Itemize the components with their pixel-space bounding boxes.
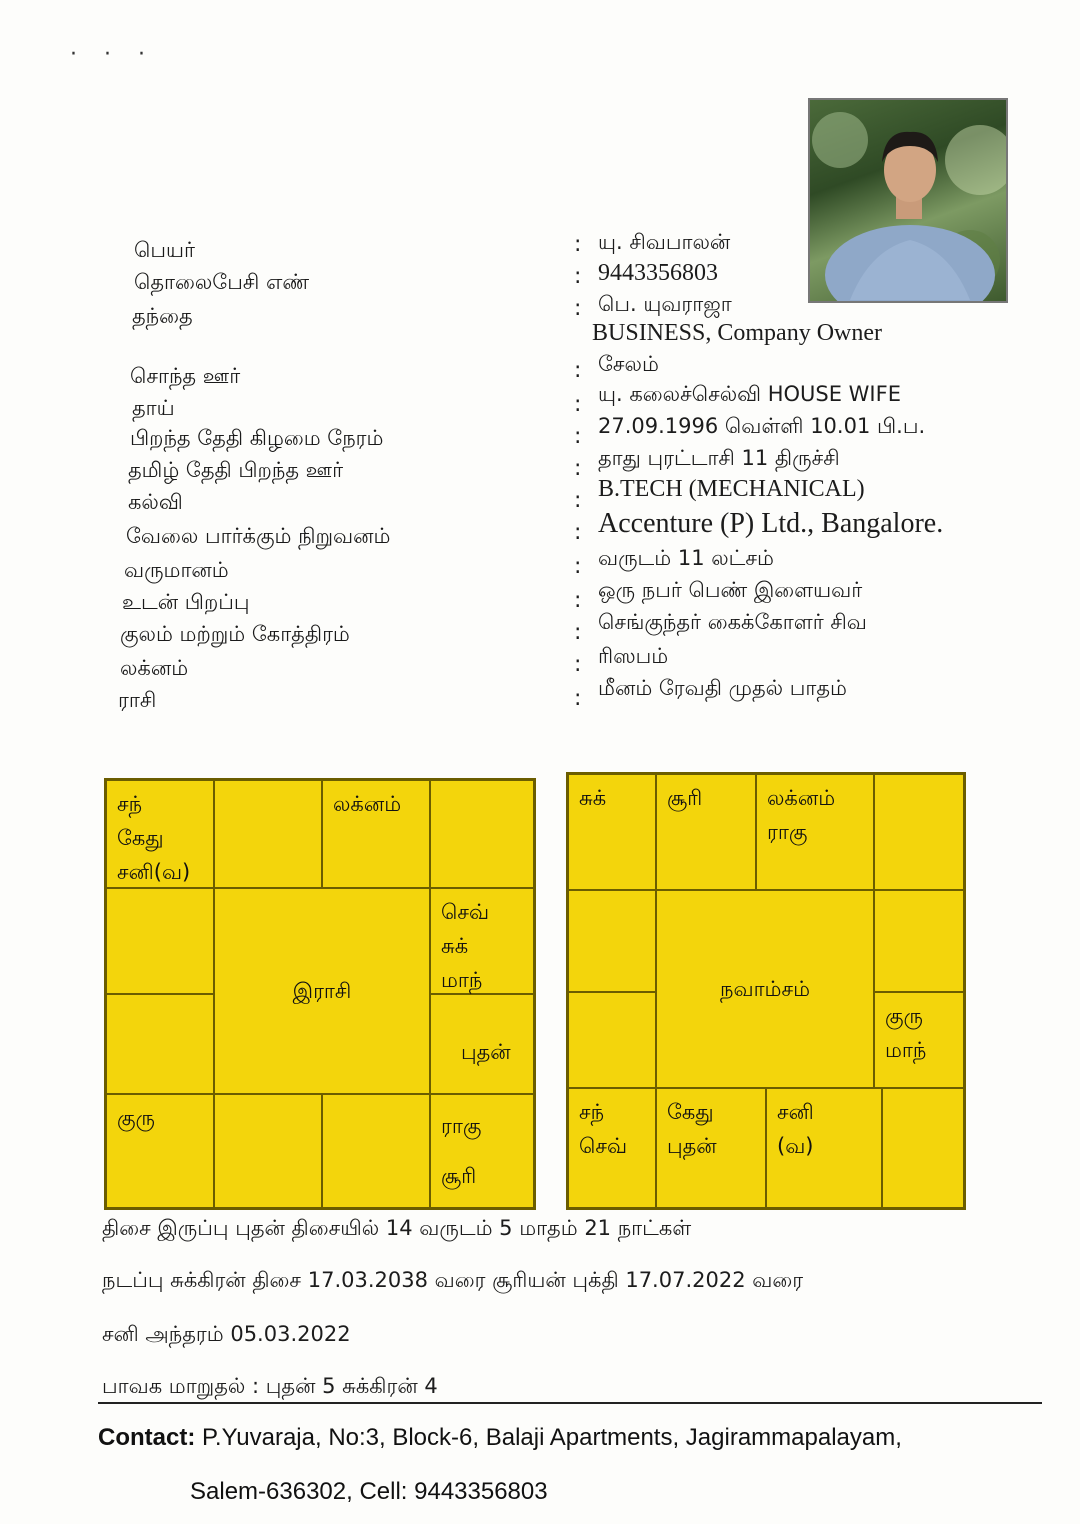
value-father: பெ. யுவராஜா [598, 292, 732, 316]
navamsa-cell-11 [568, 992, 656, 1088]
value-rasi: மீனம் ரேவதி முதல் பாதம் [598, 676, 847, 700]
colon: : [574, 520, 582, 545]
label-company: வேலை பார்க்கும் நிறுவனம் [126, 524, 391, 548]
planet-label: மாந் [885, 1038, 927, 1062]
contact-label: Contact: [98, 1424, 196, 1451]
label-native-place: சொந்த ஊர் [130, 364, 241, 388]
navamsa-cell-9 [656, 1088, 766, 1208]
contact-line-1 [98, 1424, 902, 1452]
rasi-cell-2 [214, 780, 322, 888]
planet-label: கேது [667, 1100, 714, 1124]
planet-label: குரு [885, 1004, 924, 1028]
colon: : [574, 296, 582, 321]
colon: : [574, 392, 582, 417]
contact-line-2: Salem-636302, Cell: 9443356803 [190, 1478, 548, 1505]
value-father-occupation: BUSINESS, Company Owner [592, 320, 883, 346]
value-education: B.TECH (MECHANICAL) [598, 476, 865, 502]
label-rasi: ராசி [118, 688, 157, 712]
navamsa-cell-4 [874, 774, 964, 890]
value-tamil-date: தாது புரட்டாசி 11 திருச்சி [598, 446, 840, 470]
rasi-title-text: இராசி [292, 979, 352, 1003]
planet-label: சந் [579, 1100, 605, 1124]
label-tamil-date: தமிழ் தேதி பிறந்த ஊர் [128, 458, 344, 482]
navamsa-cell-7 [882, 1088, 964, 1208]
planet-label: சந் [117, 792, 143, 816]
rasi-chart [104, 778, 536, 1210]
planet-label: குரு [117, 1106, 156, 1130]
planet-label: ராகு [441, 1114, 482, 1138]
rasi-cell-11-left [106, 994, 214, 1094]
planet-label: புதன் [461, 1040, 511, 1064]
dasa-balance-line: திசை இருப்பு புதன் திசையில் 14 வருடம் 5 மாதம் 21 நாட்கள் [102, 1216, 692, 1240]
current-dasa-line: நடப்பு சுக்கிரன் திசை 17.03.2038 வரை சூரியன் புக்தி 17.07.2022 வரை [102, 1268, 804, 1292]
navamsa-chart [566, 772, 966, 1210]
colon: : [574, 488, 582, 513]
navamsa-cell-1 [568, 774, 656, 890]
colon: : [574, 554, 582, 579]
planet-label: சனி(வ) [117, 860, 191, 884]
label-education: கல்வி [128, 490, 183, 514]
colon: : [574, 620, 582, 645]
navamsa-cell-2 [656, 774, 756, 890]
label-phone: தொலைபேசி எண் [134, 270, 310, 294]
navamsa-title-text: நவாம்சம் [720, 977, 810, 1001]
label-income: வருமானம் [124, 558, 229, 582]
bhava-change-line: பாவக மாறுதல் : புதன் 5 சுக்கிரன் 4 [102, 1374, 438, 1398]
planet-label: சுக் [441, 934, 469, 958]
rasi-cell-9 [214, 1094, 322, 1208]
label-caste: குலம் மற்றும் கோத்திரம் [120, 622, 350, 646]
planet-label: கேது [117, 826, 164, 850]
planet-label: லக்னம் [767, 786, 836, 810]
rasi-cell-6 [430, 994, 534, 1094]
colon: : [574, 686, 582, 711]
colon: : [574, 232, 582, 257]
biodata-details [0, 0, 1080, 720]
planet-label: செவ் [579, 1134, 628, 1158]
planet-label: சுக் [579, 786, 607, 810]
planet-label: சனி [777, 1100, 814, 1124]
value-phone: 9443356803 [598, 260, 718, 286]
value-mother: யு. கலைச்செல்வி HOUSE WIFE [598, 382, 901, 406]
label-siblings: உடன் பிறப்பு [122, 590, 250, 614]
label-birth-details: பிறந்த தேதி கிழமை நேரம் [130, 426, 384, 450]
rasi-cell-8 [322, 1094, 430, 1208]
planet-label: சூரி [441, 1164, 477, 1188]
label-mother: தாய் [132, 396, 175, 420]
label-father: தந்தை [132, 304, 193, 328]
rasi-chart-title [214, 888, 430, 1094]
planet-label: லக்னம் [333, 792, 402, 816]
planet-label: (வ) [777, 1134, 814, 1158]
value-birth-details: 27.09.1996 வெள்ளி 10.01 பி.ப. [598, 414, 926, 438]
rasi-cell-5 [430, 888, 534, 994]
navamsa-cell-3 [756, 774, 874, 890]
planet-label: ராகு [767, 820, 808, 844]
colon: : [574, 652, 582, 677]
colon: : [574, 588, 582, 613]
navamsa-cell-12 [568, 890, 656, 992]
colon: : [574, 424, 582, 449]
rasi-cell-12-left [106, 888, 214, 994]
colon: : [574, 264, 582, 289]
rasi-cell-7 [430, 1094, 534, 1208]
planet-label: சூரி [667, 786, 703, 810]
navamsa-chart-title [656, 890, 874, 1088]
colon: : [574, 456, 582, 481]
antharam-line: சனி அந்தரம் 05.03.2022 [102, 1322, 351, 1346]
divider [98, 1402, 1042, 1404]
label-name: பெயர் [134, 238, 195, 262]
navamsa-cell-8 [766, 1088, 882, 1208]
value-company: Accenture (P) Ltd., Bangalore. [598, 508, 944, 539]
contact-address: P.Yuvaraja, No:3, Block-6, Balaji Apartments, Jagirammapalayam, [195, 1424, 902, 1451]
rasi-cell-10 [106, 1094, 214, 1208]
rasi-cell-4 [430, 780, 534, 888]
value-caste: செங்குந்தர் கைக்கோளர் சிவ [598, 610, 867, 634]
value-siblings: ஒரு நபர் பெண் இளையவர் [598, 578, 863, 602]
decorative-dots: · · · [70, 42, 155, 67]
value-income: வருடம் 11 லட்சம் [598, 546, 774, 570]
navamsa-cell-6 [874, 992, 964, 1088]
value-lagnam: ரிஸபம் [598, 644, 669, 668]
planet-label: புதன் [667, 1134, 717, 1158]
rasi-cell-3 [322, 780, 430, 888]
navamsa-cell-10 [568, 1088, 656, 1208]
value-name: யு. சிவபாலன் [598, 230, 731, 254]
rasi-cell-1 [106, 780, 214, 888]
planet-label: செவ் [441, 900, 490, 924]
label-lagnam: லக்னம் [120, 656, 189, 680]
value-native-place: சேலம் [598, 352, 659, 376]
colon: : [574, 358, 582, 383]
navamsa-cell-5 [874, 890, 964, 992]
planet-label: மாந் [441, 968, 483, 992]
